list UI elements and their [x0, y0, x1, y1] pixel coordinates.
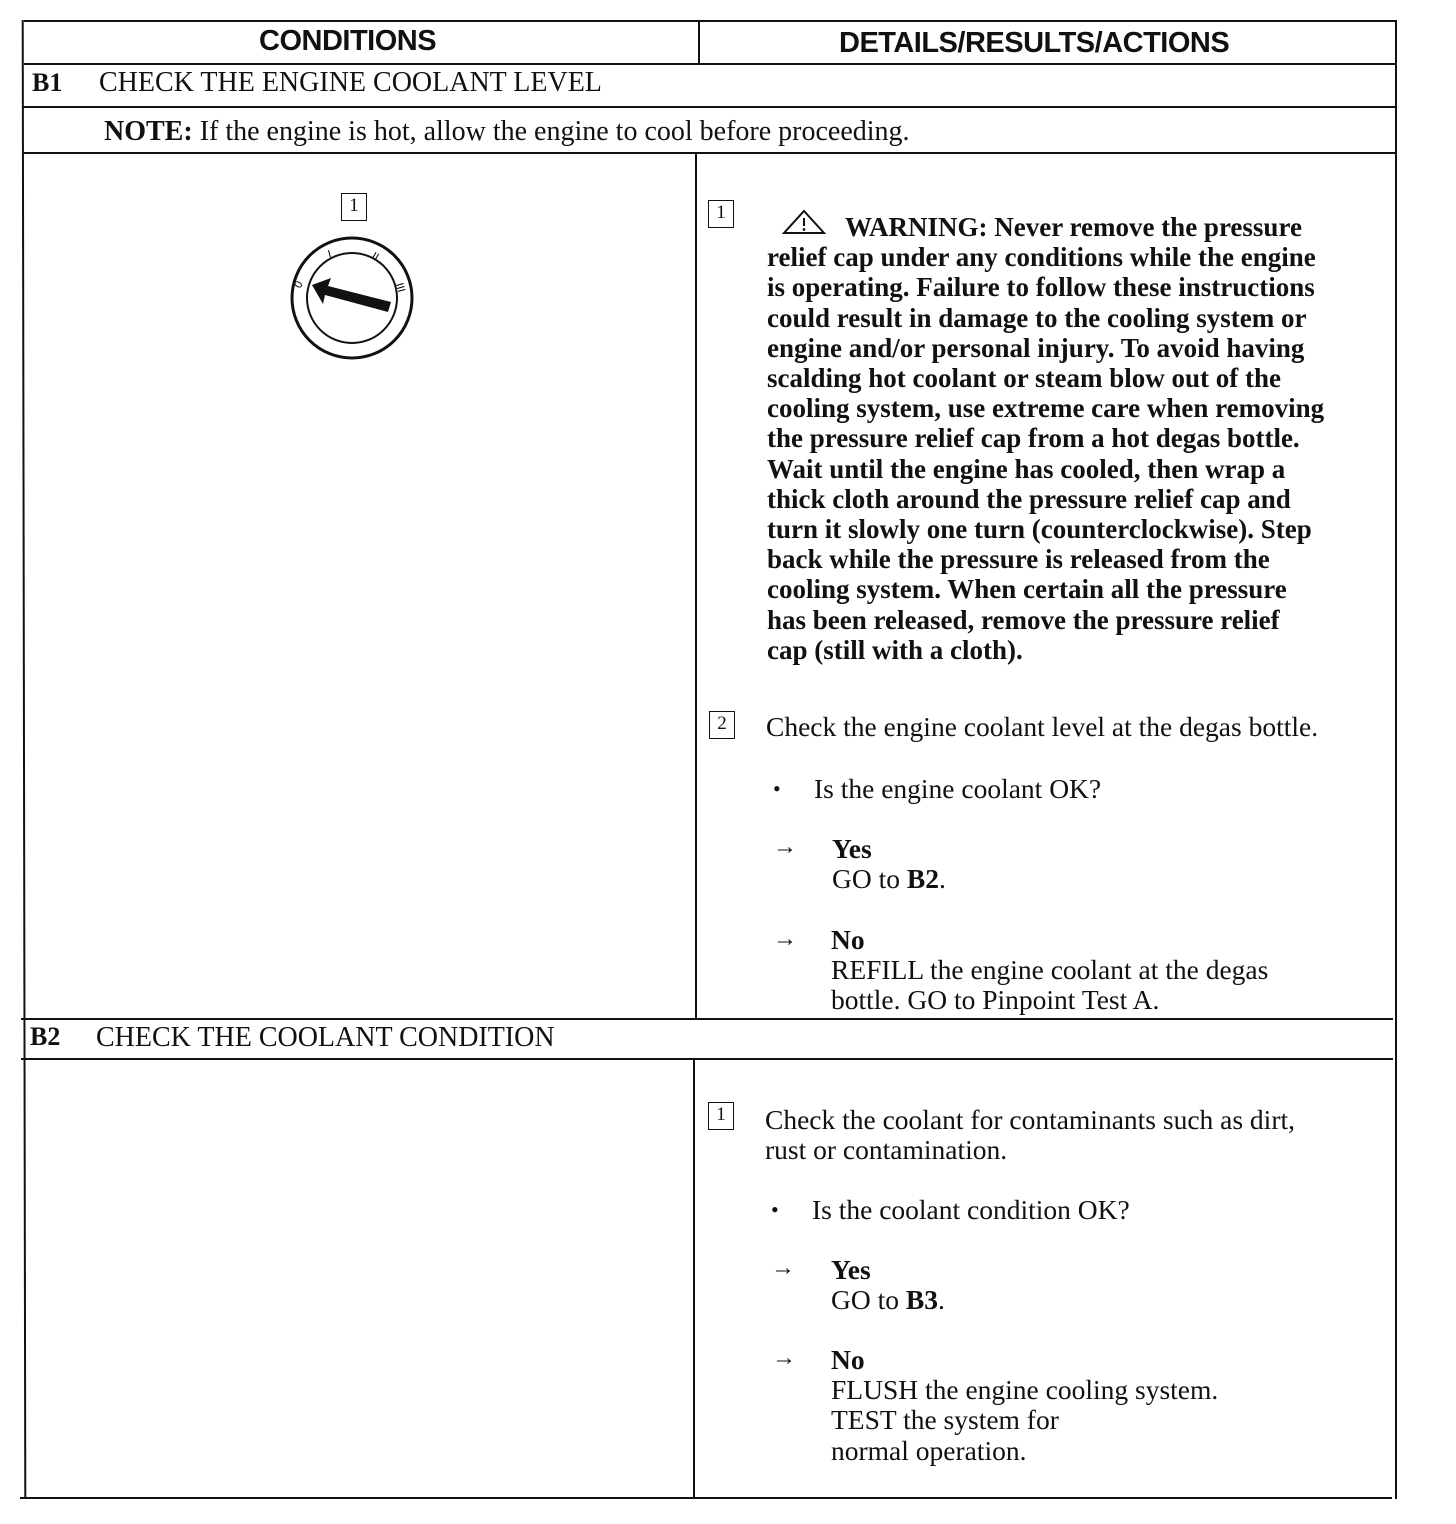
warning-line: cooling system. When certain all the pressure	[767, 574, 1287, 605]
b2-no-action-line: FLUSH the engine cooling system.	[831, 1374, 1219, 1406]
b1-column-divider	[695, 152, 697, 1020]
b1-step-2-text: Check the engine coolant level at the degas bottle.	[766, 711, 1319, 742]
table-right-border	[1395, 20, 1397, 1499]
warning-label: WARNING:	[845, 212, 988, 242]
svg-text:I: I	[326, 248, 333, 261]
warning-line: is operating. Failure to follow these instructions	[767, 272, 1315, 303]
b2-yes-arrow: →	[771, 1255, 795, 1281]
warning-line: thick cloth around the pressure relief cap and	[767, 483, 1291, 514]
warning-line: cooling system, use extreme care when removing	[767, 393, 1325, 424]
go-to-end: .	[937, 1284, 945, 1316]
b1-no-branch	[831, 925, 1268, 1016]
b2-no-action-line: TEST the system for	[831, 1404, 1059, 1436]
b1-note	[104, 118, 910, 146]
note-label: NOTE:	[104, 116, 193, 147]
warning-line: the pressure relief cap from a hot degas bottle.	[767, 423, 1300, 454]
figure-callout-1: 1	[341, 193, 367, 221]
b1-yes-arrow: →	[773, 834, 797, 860]
b2-yes-label: Yes	[831, 1254, 871, 1285]
b1-question: Is the engine coolant OK?	[814, 773, 1102, 804]
warning-line: could result in damage to the cooling system or	[767, 302, 1307, 333]
b2-yes-action	[831, 1285, 945, 1315]
b2-step-id: B2	[30, 1022, 61, 1051]
b1-body-bottom-rule	[21, 1018, 1393, 1020]
svg-text:0: 0	[292, 279, 306, 291]
b1-no-label: No	[831, 924, 865, 955]
go-to-text: GO to	[831, 1284, 906, 1316]
b2-no-arrow: →	[772, 1345, 796, 1371]
b2-step-title: CHECK THE COOLANT CONDITION	[96, 1022, 555, 1053]
warning-line: has been released, remove the pressure relief	[767, 604, 1280, 635]
b1-title-bottom-rule	[22, 106, 1395, 108]
b1-no-action-line: REFILL the engine coolant at the degas	[831, 954, 1269, 986]
b2-title-bottom-rule	[21, 1058, 1393, 1060]
b1-step-2-number: 2	[709, 711, 735, 739]
b1-no-arrow: →	[773, 926, 797, 952]
note-bottom-rule	[22, 152, 1395, 154]
b1-no-action-line: bottle. GO to Pinpoint Test A.	[831, 984, 1160, 1016]
warning-line: Wait until the engine has cooled, then wrap a	[767, 453, 1286, 484]
b1-question-bullet: •	[773, 776, 781, 801]
b1-step-id: B1	[32, 68, 63, 97]
warning-line: engine and/or personal injury. To avoid having	[767, 332, 1305, 363]
go-to-text: GO to	[832, 863, 907, 895]
b1-step-title: CHECK THE ENGINE COOLANT LEVEL	[99, 67, 602, 98]
b2-column-divider	[693, 1058, 695, 1499]
table-top-border	[24, 20, 1397, 22]
b2-step-1-number: 1	[708, 1102, 734, 1130]
svg-text:II: II	[369, 250, 381, 264]
b1-yes-label: Yes	[832, 833, 872, 864]
warning-line: scalding hot coolant or steam blow out of the	[767, 363, 1282, 394]
go-to-target: B3	[905, 1284, 938, 1316]
b1-yes-branch	[832, 834, 946, 894]
b2-step-1-line: Check the coolant for contaminants such as dirt,	[765, 1104, 1295, 1135]
warning-line: relief cap under any conditions while the engine	[767, 242, 1316, 273]
warning-line: Never remove the pressure	[994, 212, 1302, 242]
b1-yes-action	[832, 864, 946, 894]
b2-no-label: No	[831, 1344, 865, 1375]
warning-text	[767, 212, 1324, 665]
b2-step-1-text	[765, 1105, 1295, 1165]
ignition-switch-icon	[287, 236, 417, 360]
table-left-border	[22, 20, 27, 1499]
details-results-actions-header: DETAILS/RESULTS/ACTIONS	[839, 27, 1230, 59]
b2-yes-branch	[831, 1255, 945, 1315]
b2-no-branch	[831, 1345, 1218, 1466]
go-to-end: .	[938, 863, 946, 895]
note-text: If the engine is hot, allow the engine to cool before proceeding.	[199, 116, 910, 147]
header-bottom-rule	[24, 63, 1397, 65]
b2-step-1-line: rust or contamination.	[765, 1134, 1008, 1166]
header-column-divider	[698, 20, 700, 65]
warning-line: back while the pressure is released from the	[767, 544, 1270, 575]
warning-line: turn it slowly one turn (counterclockwise). Step	[767, 514, 1312, 545]
go-to-target: B2	[906, 863, 939, 895]
svg-text:III: III	[393, 281, 408, 294]
b2-question-bullet: •	[771, 1197, 779, 1222]
b2-no-action-line: normal operation.	[831, 1434, 1027, 1466]
conditions-header: CONDITIONS	[259, 25, 437, 57]
table-bottom-border	[20, 1497, 1392, 1499]
b1-step-1-number: 1	[708, 200, 734, 228]
warning-line: cap (still with a cloth).	[767, 634, 1023, 665]
b2-question: Is the coolant condition OK?	[812, 1194, 1130, 1225]
